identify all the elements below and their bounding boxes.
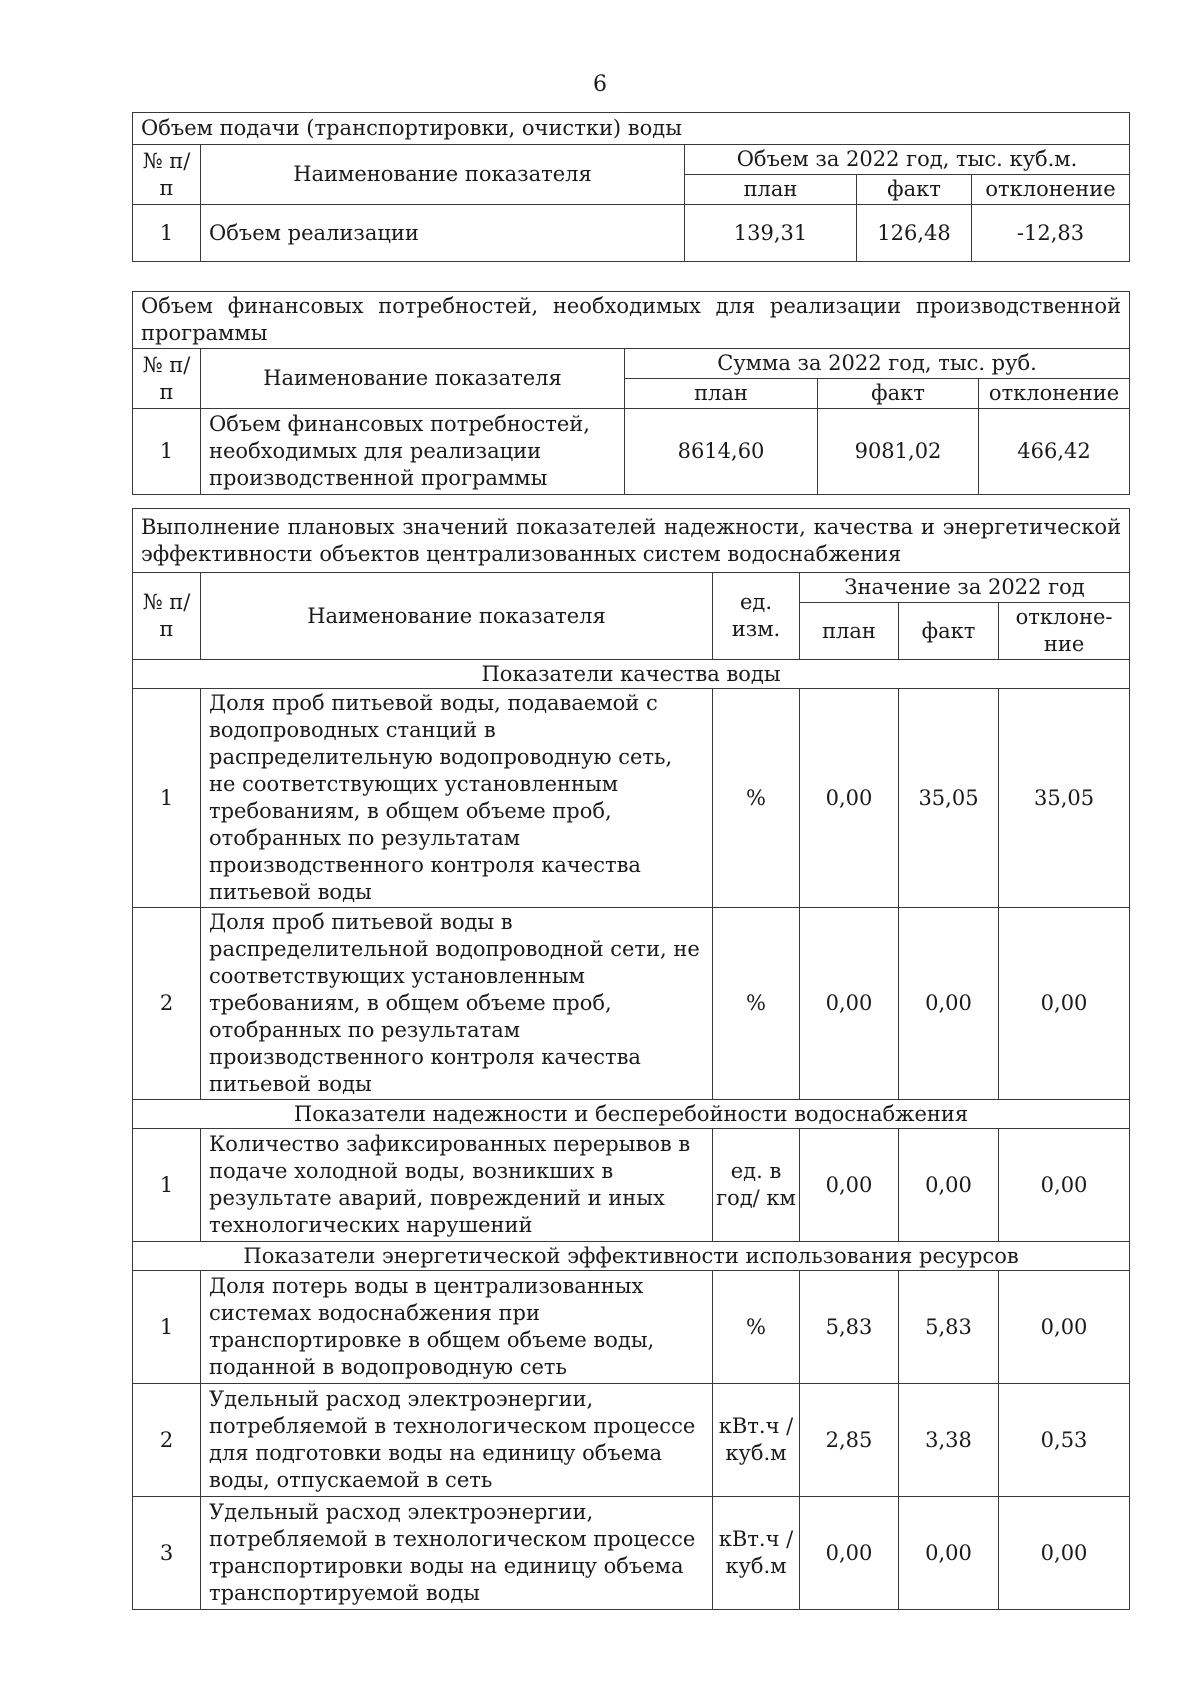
row-fact: 0,00 <box>899 908 999 1100</box>
col-header-num: № п/п <box>133 573 201 660</box>
col-header-group: Объем за 2022 год, тыс. куб.м. <box>685 145 1130 175</box>
table-row <box>133 1271 1130 1384</box>
row-plan: 0,00 <box>800 908 899 1100</box>
col-header-unit: ед. изм. <box>713 573 800 660</box>
row-dev: 466,42 <box>979 409 1130 495</box>
col-header-name: Наименование показателя <box>201 349 625 409</box>
row-dev: 0,00 <box>999 1271 1130 1384</box>
col-header-dev: отклоне-ние <box>999 603 1130 660</box>
row-name: Объем финансовых потребностей, необходимых для реализации производственной программы <box>201 409 625 495</box>
row-unit: кВт.ч / куб.м <box>713 1497 800 1610</box>
indicators-table <box>132 508 1130 1610</box>
row-fact: 5,83 <box>899 1271 999 1384</box>
row-plan: 8614,60 <box>625 409 818 495</box>
row-num: 3 <box>133 1497 201 1610</box>
row-name: Доля потерь воды в централизованных системах водоснабжения при транспортировке в общем объеме воды, поданной в водопроводную сеть <box>201 1271 713 1384</box>
col-header-num: № п/п <box>133 349 201 409</box>
col-header-plan: план <box>800 603 899 660</box>
table-title-line2: эффективности объектов централизованных систем водоснабжения <box>141 541 902 566</box>
row-fact: 126,48 <box>857 205 972 262</box>
row-unit: % <box>713 689 800 908</box>
row-fact: 3,38 <box>899 1384 999 1497</box>
row-dev: 0,53 <box>999 1384 1130 1497</box>
row-plan: 2,85 <box>800 1384 899 1497</box>
row-name: Доля проб питьевой воды, подаваемой с водопроводных станций в распределительную водопроводную сеть, не соответствующих установленным требованиям, в общем объеме проб, отобранных по результатам производственного контроля качества питьевой воды <box>201 689 713 908</box>
table-title-line2: программы <box>141 321 268 345</box>
page-number: 6 <box>593 72 607 97</box>
col-header-fact: факт <box>899 603 999 660</box>
col-header-plan: план <box>625 379 818 409</box>
row-name: Объем реализации <box>201 205 685 262</box>
col-header-dev: отклонение <box>972 175 1130 205</box>
supply-volume-table <box>132 112 1130 262</box>
row-num: 1 <box>133 689 201 908</box>
row-plan: 0,00 <box>800 1497 899 1610</box>
table-row <box>133 1384 1130 1497</box>
row-fact: 0,00 <box>899 1497 999 1610</box>
row-plan: 0,00 <box>800 689 899 908</box>
col-header-fact: факт <box>818 379 979 409</box>
col-header-name: Наименование показателя <box>201 573 713 660</box>
col-header-plan: план <box>685 175 857 205</box>
row-dev: 0,00 <box>999 1497 1130 1610</box>
table-row <box>133 908 1130 1100</box>
table-row <box>133 1497 1130 1610</box>
section-title: Показатели качества воды <box>133 660 1130 689</box>
row-fact: 0,00 <box>899 1129 999 1242</box>
row-dev: 0,00 <box>999 908 1130 1100</box>
row-dev: 0,00 <box>999 1129 1130 1242</box>
row-num: 1 <box>133 1129 201 1242</box>
row-plan: 139,31 <box>685 205 857 262</box>
table-row <box>133 205 1130 262</box>
col-header-num: № п/п <box>133 145 201 205</box>
table-title: Объем подачи (транспортировки, очистки) воды <box>133 113 1130 145</box>
row-name: Удельный расход электроэнергии, потребляемой в технологическом процессе транспортировки воды на единицу объема транспортируемой воды <box>201 1497 713 1610</box>
row-unit: ед. в год/ км <box>713 1129 800 1242</box>
row-unit: % <box>713 908 800 1100</box>
row-fact: 35,05 <box>899 689 999 908</box>
row-num: 1 <box>133 205 201 262</box>
table-row <box>133 409 1130 495</box>
table-title-line1: Объем финансовых потребностей, необходимых для реализации производственной <box>141 294 1122 318</box>
col-header-dev: отклонение <box>979 379 1130 409</box>
row-num: 1 <box>133 409 201 495</box>
table-title <box>133 509 1130 573</box>
row-dev: 35,05 <box>999 689 1130 908</box>
table-title <box>133 292 1130 349</box>
row-name: Количество зафиксированных перерывов в подаче холодной воды, возникших в результате аварий, повреждений и иных технологических нарушений <box>201 1129 713 1242</box>
financial-needs-table <box>132 291 1130 495</box>
row-unit: % <box>713 1271 800 1384</box>
table-row <box>133 1129 1130 1242</box>
row-fact: 9081,02 <box>818 409 979 495</box>
row-num: 1 <box>133 1271 201 1384</box>
table-row <box>133 689 1130 908</box>
row-name: Удельный расход электроэнергии, потребляемой в технологическом процессе для подготовки воды на единицу объема воды, отпускаемой в сеть <box>201 1384 713 1497</box>
row-plan: 5,83 <box>800 1271 899 1384</box>
col-header-name: Наименование показателя <box>201 145 685 205</box>
col-header-group: Значение за 2022 год <box>800 573 1130 603</box>
row-dev: -12,83 <box>972 205 1130 262</box>
row-num: 2 <box>133 908 201 1100</box>
row-plan: 0,00 <box>800 1129 899 1242</box>
col-header-fact: факт <box>857 175 972 205</box>
col-header-group: Сумма за 2022 год, тыс. руб. <box>625 349 1130 379</box>
section-title: Показатели надежности и бесперебойности водоснабжения <box>133 1100 1130 1129</box>
table-title-line1: Выполнение плановых значений показателей надежности, качества и энергетической <box>141 514 1122 539</box>
row-name: Доля проб питьевой воды в распределительной водопроводной сети, не соответствующих установленным требованиям, в общем объеме проб, отобранных по результатам производственного контроля качества питьевой воды <box>201 908 713 1100</box>
row-num: 2 <box>133 1384 201 1497</box>
section-title: Показатели энергетической эффективности использования ресурсов <box>133 1242 1130 1271</box>
row-unit: кВт.ч / куб.м <box>713 1384 800 1497</box>
